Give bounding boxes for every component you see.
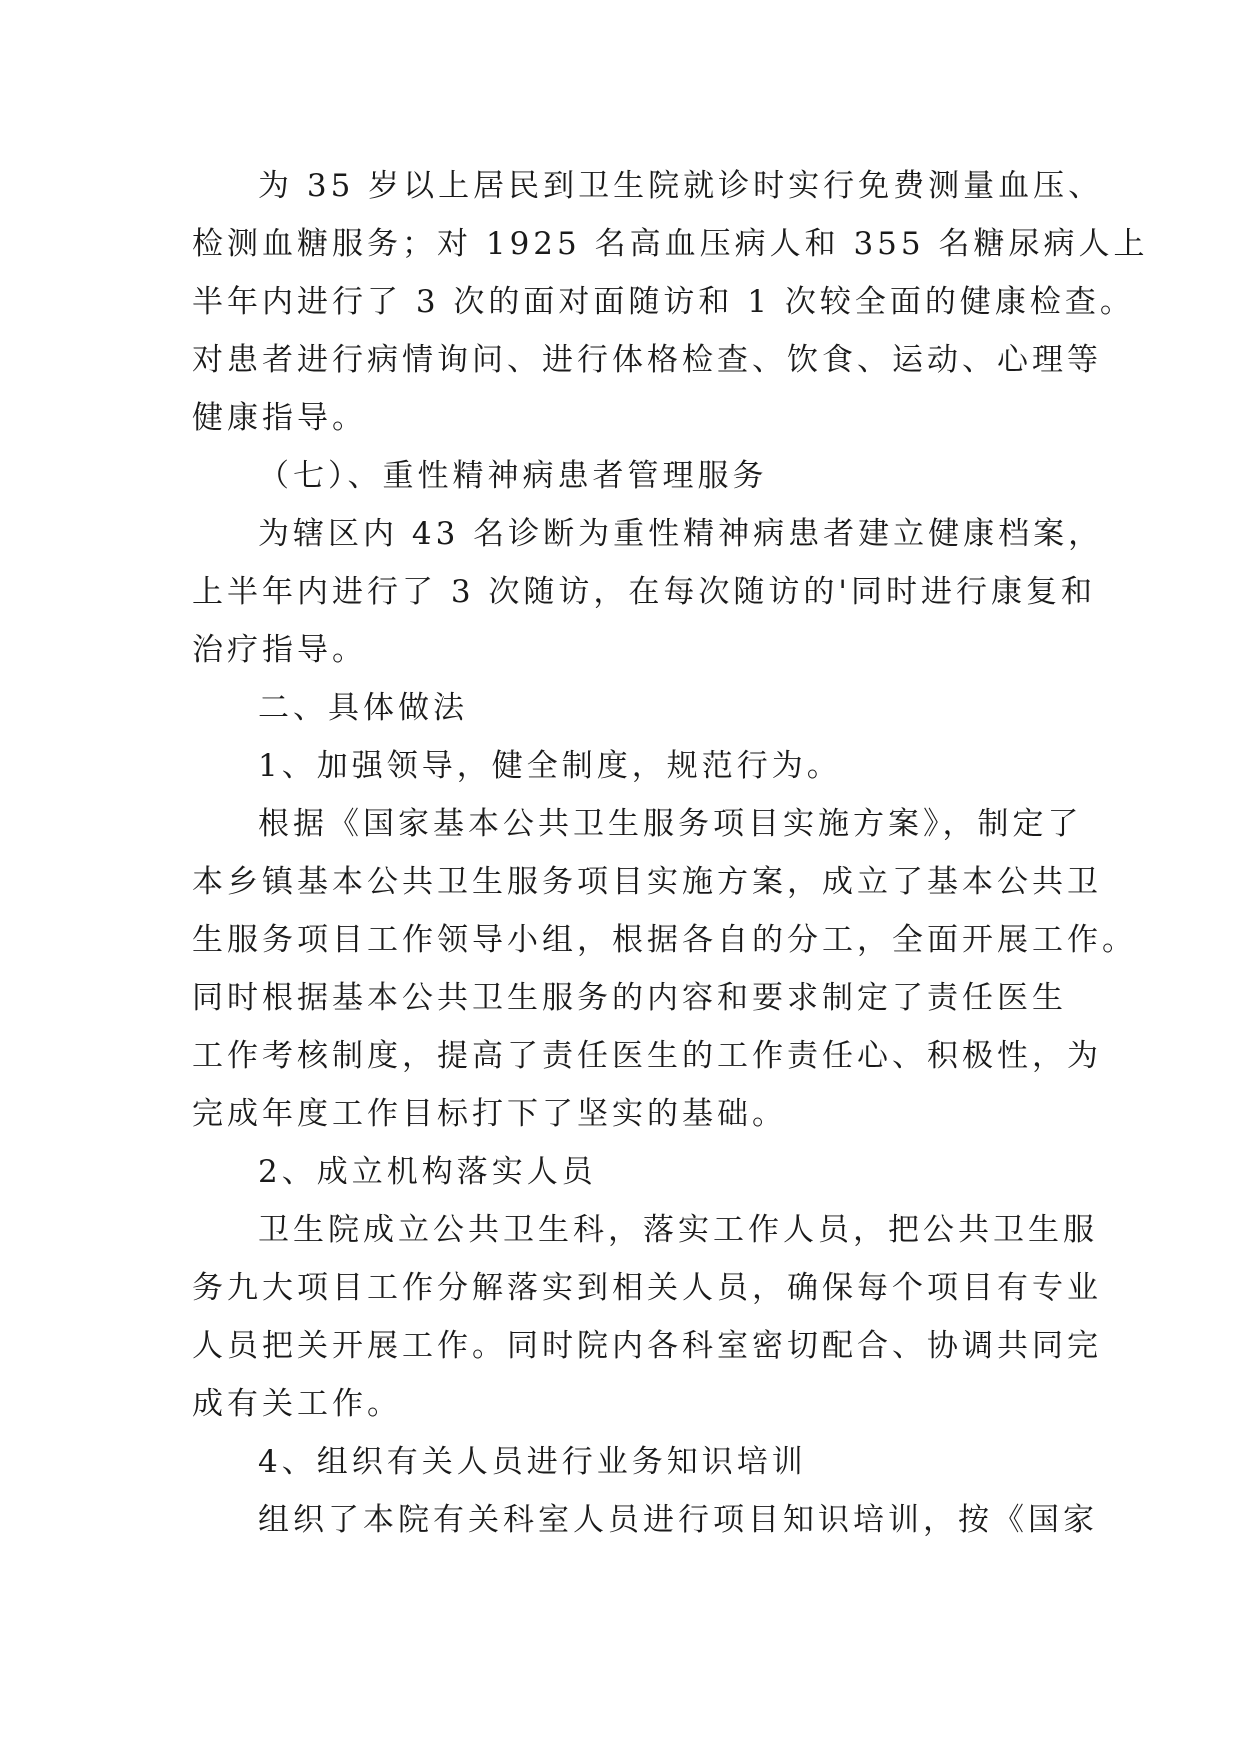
paragraph-line: 为 35 岁以上居民到卫生院就诊时实行免费测量血压、 bbox=[258, 168, 1104, 204]
subsection-heading: 1、加强领导，健全制度，规范行为。 bbox=[258, 748, 842, 784]
subsection-heading: 4、组织有关人员进行业务知识培训 bbox=[258, 1444, 807, 1480]
paragraph-line: 组织了本院有关科室人员进行项目知识培训，按《国家 bbox=[258, 1502, 1098, 1538]
section-heading: （七）、重性精神病患者管理服务 bbox=[258, 458, 768, 494]
paragraph-line: 工作考核制度，提高了责任医生的工作责任心、积极性，为 bbox=[192, 1038, 1102, 1074]
paragraph-line: 人员把关开展工作。同时院内各科室密切配合、协调共同完 bbox=[192, 1328, 1102, 1364]
paragraph-line: 治疗指导。 bbox=[192, 632, 367, 668]
paragraph-line: 上半年内进行了 3 次随访，在每次随访的'同时进行康复和 bbox=[192, 574, 1096, 610]
paragraph-line: 检测血糖服务；对 1925 名高血压病人和 355 名糖尿病人上 bbox=[192, 226, 1149, 262]
subsection-heading: 2、成立机构落实人员 bbox=[258, 1154, 597, 1190]
paragraph-line: 健康指导。 bbox=[192, 400, 367, 436]
paragraph-line: 本乡镇基本公共卫生服务项目实施方案，成立了基本公共卫 bbox=[192, 864, 1102, 900]
paragraph-line: 为辖区内 43 名诊断为重性精神病患者建立健康档案， bbox=[258, 516, 1104, 552]
paragraph-line: 卫生院成立公共卫生科，落实工作人员，把公共卫生服 bbox=[258, 1212, 1098, 1248]
paragraph-line: 成有关工作。 bbox=[192, 1386, 402, 1422]
paragraph-line: 半年内进行了 3 次的面对面随访和 1 次较全面的健康检查。 bbox=[192, 284, 1135, 320]
paragraph-line: 对患者进行病情询问、进行体格检查、饮食、运动、心理等 bbox=[192, 342, 1102, 378]
paragraph-line: 根据《国家基本公共卫生服务项目实施方案》，制定了 bbox=[258, 806, 1083, 842]
paragraph-line: 完成年度工作目标打下了坚实的基础。 bbox=[192, 1096, 787, 1132]
paragraph-line: 务九大项目工作分解落实到相关人员，确保每个项目有专业 bbox=[192, 1270, 1102, 1306]
paragraph-line: 生服务项目工作领导小组，根据各自的分工，全面开展工作。 bbox=[192, 922, 1137, 958]
section-heading: 二、具体做法 bbox=[258, 690, 468, 726]
paragraph-line: 同时根据基本公共卫生服务的内容和要求制定了责任医生 bbox=[192, 980, 1067, 1016]
